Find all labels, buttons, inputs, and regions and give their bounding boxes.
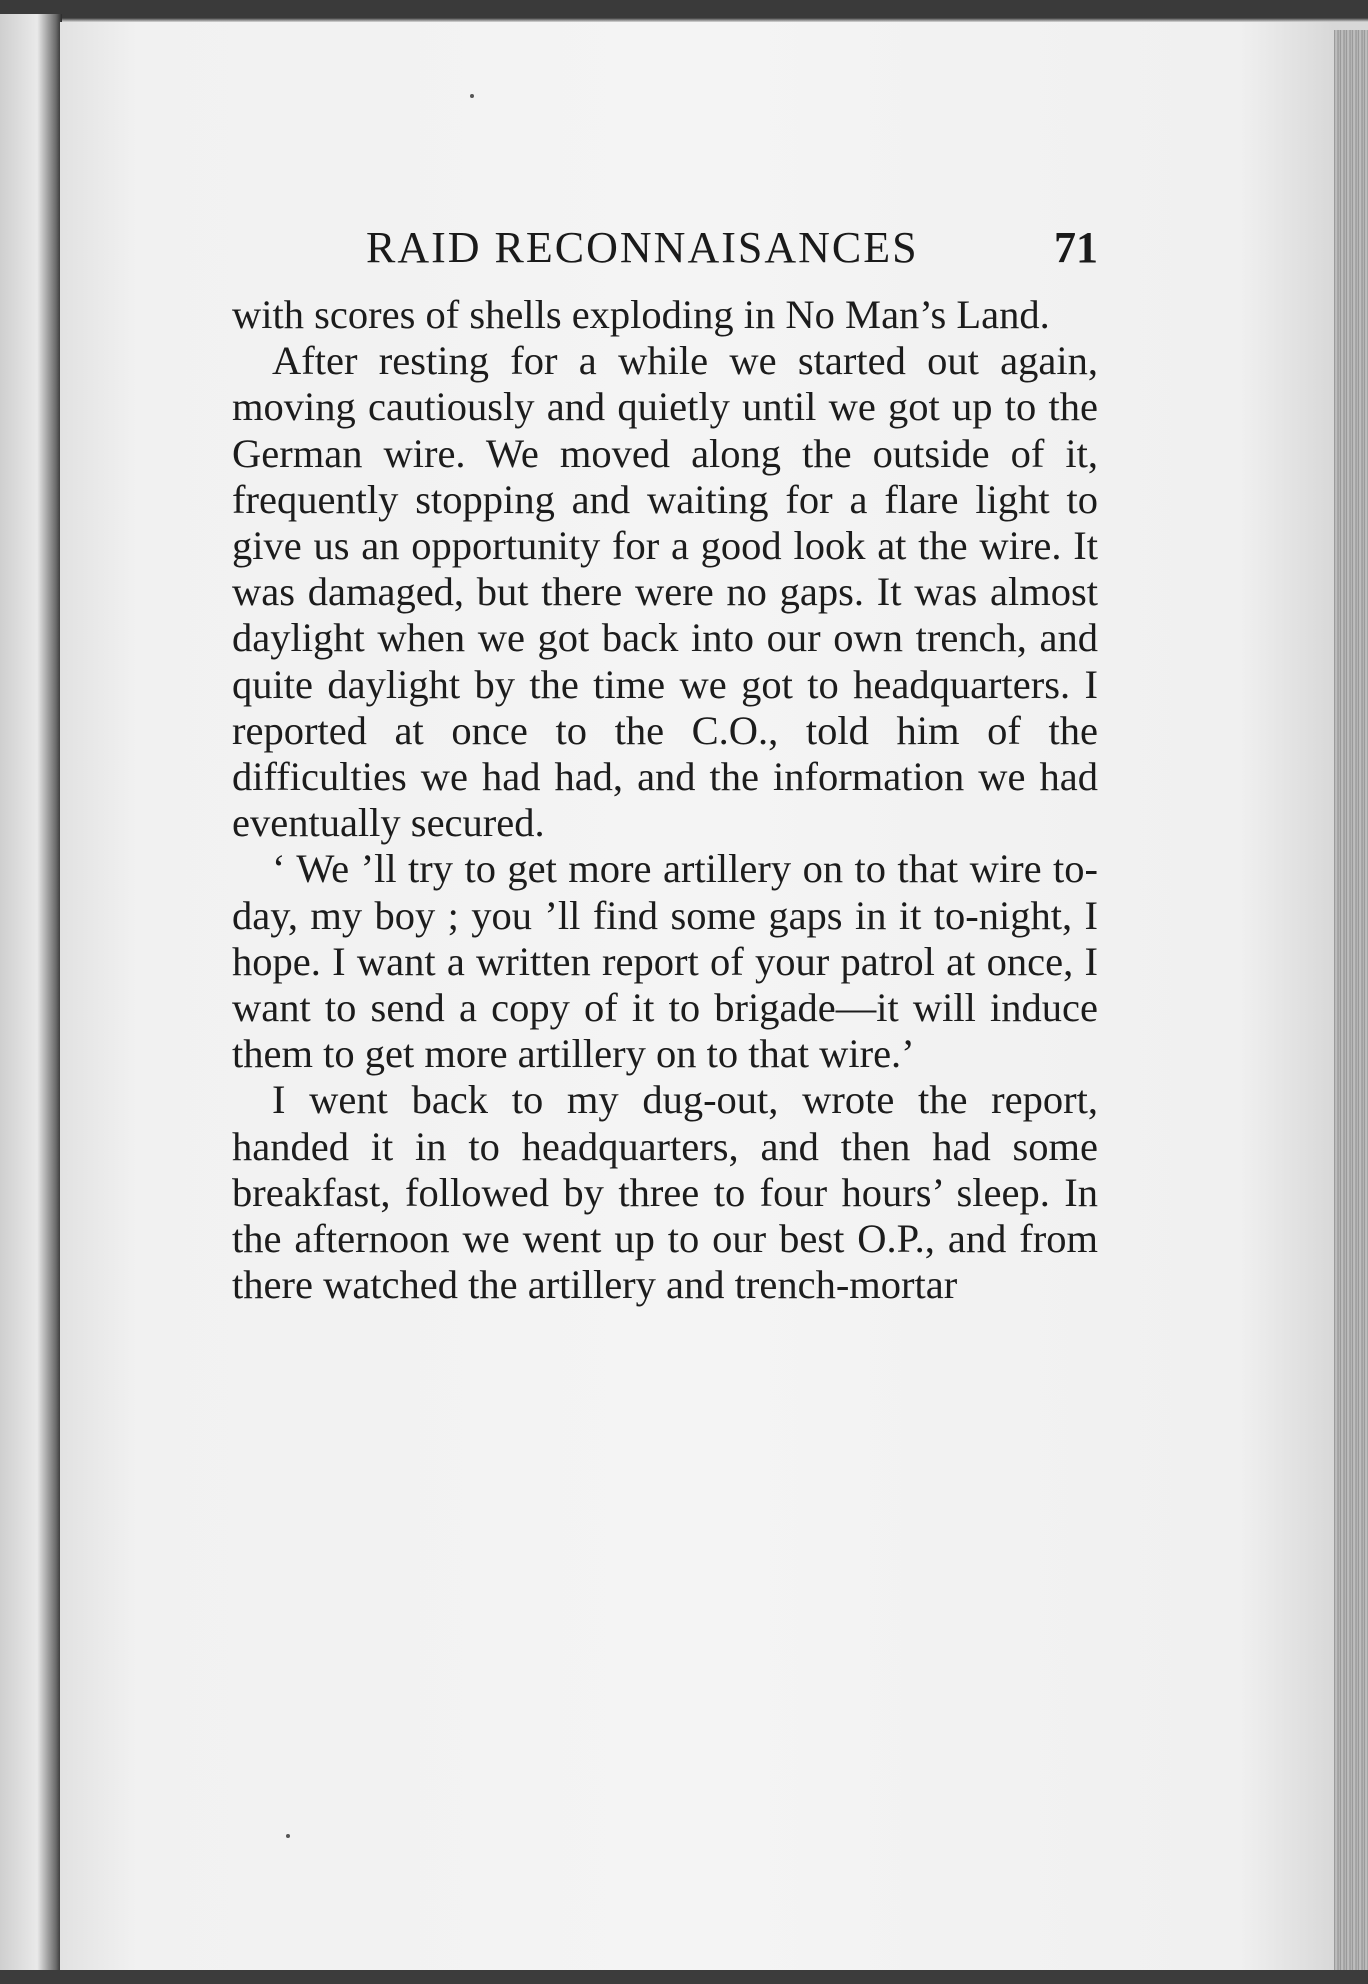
- paragraph: After resting for a while we started out again, moving cautiously and quietly until we got up to the German wire. We moved along the outside of it, frequently stopping and waiting for a flare light to give us an opportunity for a good look at the wire. It was damaged, but there were no gaps. It was almost daylight when we got back into our own trench, and quite daylight by the time we got to headquarters. I reported at once to the C.O., told him of the difficulties we had had, and the information we had eventually secured.: [232, 338, 1098, 846]
- paragraph: I went back to my dug-out, wrote the report, handed it in to headquarters, and then had some breakfast, followed by three to four hours’ sleep. In the afternoon we went up to our best O.P., and from there watched the artillery and trench-mortar: [232, 1077, 1098, 1308]
- facing-page-edge: [0, 14, 62, 1984]
- running-head: RAID RECONNAISANCES: [366, 223, 919, 272]
- body-text: [232, 292, 1098, 1308]
- scan-border: [0, 1970, 1368, 1984]
- paper-speck: [470, 94, 474, 98]
- page-header: [366, 222, 1098, 282]
- paragraph: ‘ We ’ll try to get more artillery on to that wire to-day, my boy ; you ’ll find some gaps in it to-night, I hope. I want a written report of your patrol at once, I want to send a copy of it to brigade—it will induce them to get more artillery on to that wire.’: [232, 846, 1098, 1077]
- paragraph: with scores of shells exploding in No Man’s Land.: [232, 292, 1050, 337]
- paper-speck: [286, 1834, 290, 1838]
- page-number: 71: [1054, 223, 1098, 272]
- page-stack-edge: [1334, 30, 1368, 1984]
